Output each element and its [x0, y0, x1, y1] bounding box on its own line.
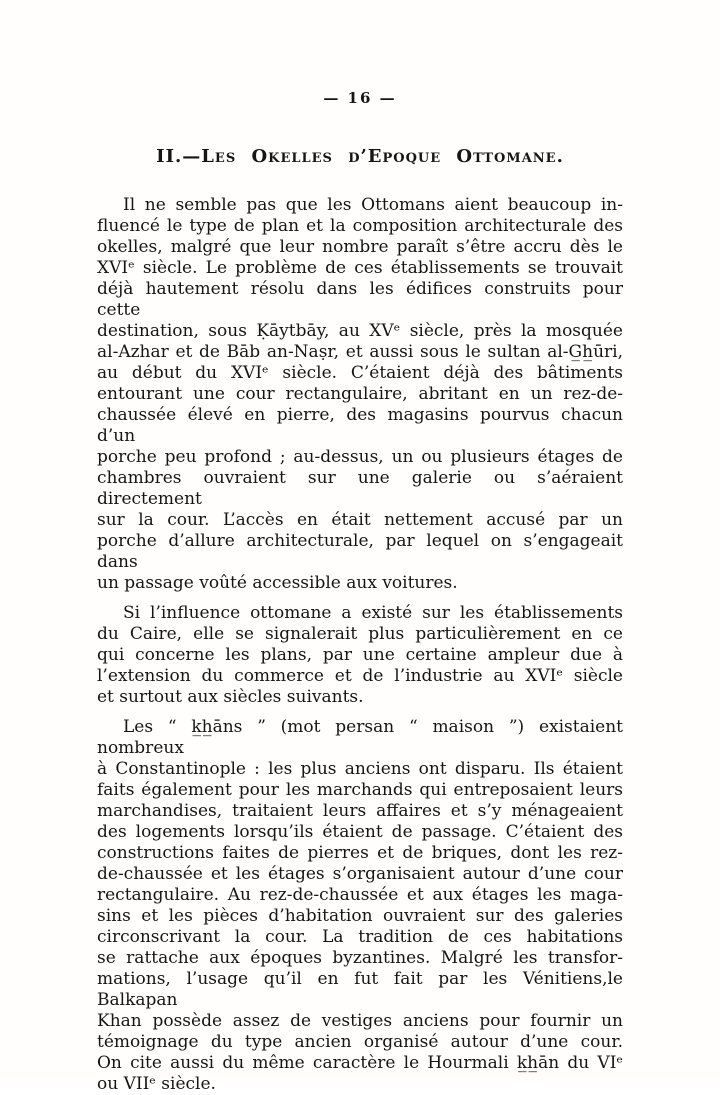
text-line: XVIᵉ siècle. Le problème de ces établissements se trouvait [97, 258, 623, 278]
text-line: chaussée élevé en pierre, des magasins pourvus chacun d’un [97, 405, 623, 446]
text-line: mations, l’usage qu’il en fut fait par les Vénitiens,le Balkapan [97, 969, 623, 1010]
text-line: témoignage du type ancien organisé autour d’une cour. [97, 1032, 623, 1052]
text-line: et surtout aux siècles suivants. [97, 687, 364, 707]
text-line: constructions faites de pierres et de briques, dont les rez- [97, 843, 623, 863]
section-title: II.—Les Okelles d’Epoque Ottomane. [156, 146, 564, 167]
text-line: faits également pour les marchands qui entreposaient leurs [97, 780, 623, 800]
text-line: al-Azhar et de Bāb an-Naṣr, et aussi sous le sultan al-G̲h̲ūri, [97, 342, 623, 362]
text-line: à Constantinople : les plus anciens ont disparu. Ils étaient [97, 759, 623, 779]
text-line: un passage voûté accessible aux voitures. [97, 573, 458, 593]
page-number: — 16 — [323, 89, 397, 107]
paragraph-2 [97, 603, 623, 708]
text-line: l’extension du commerce et de l’industrie au XVIᵉ siècle [97, 666, 623, 686]
text-line: au début du XVIᵉ siècle. C’étaient déjà des bâtiments [97, 363, 623, 383]
text-line: fluencé le type de plan et la composition architecturale des [97, 216, 623, 236]
text-line: Il ne semble pas que les Ottomans aient beaucoup in- [123, 195, 623, 215]
text-line: circonscrivant la cour. La tradition de ces habitations [97, 927, 623, 947]
text-line: se rattache aux époques byzantines. Malgré les transfor- [97, 948, 623, 968]
text-line: Les “ k̲h̲āns ” (mot persan “ maison ”) existaient nombreux [97, 717, 623, 758]
text-line: sur la cour. L’accès en était nettement accusé par un [97, 510, 623, 530]
text-line: marchandises, traitaient leurs affaires et s’y ménageaient [97, 801, 623, 821]
text-line: qui concerne les plans, par une certaine ampleur due à [97, 645, 623, 665]
text-line: du Caire, elle se signalerait plus particulièrement en ce [97, 624, 623, 644]
text-line: de-chaussée et les étages s’organisaient autour d’une cour [97, 864, 623, 884]
text-line: porche d’allure architecturale, par lequel on s’engageait dans [97, 531, 623, 572]
paragraph-1 [97, 195, 623, 594]
text-line: Khan possède assez de vestiges anciens pour fournir un [97, 1011, 623, 1031]
text-line: On cite aussi du même caractère le Hourmali k̲h̲ān du VIᵉ [97, 1053, 623, 1073]
text-line: déjà hautement résolu dans les édifices construits pour cette [97, 279, 623, 320]
text-line: porche peu profond ; au-dessus, un ou plusieurs étages de [97, 447, 623, 467]
text-line: sins et les pièces d’habitation ouvraient sur des galeries [97, 906, 623, 926]
text-line: entourant une cour rectangulaire, abritant en un rez-de- [97, 384, 623, 404]
text-line: ou VIIᵉ siècle. [97, 1074, 216, 1094]
text-line: destination, sous Ḳāytbāy, au XVᵉ siècle, près la mosquée [97, 321, 623, 341]
text-line: des logements lorsqu’ils étaient de passage. C’étaient des [97, 822, 623, 842]
text-line: okelles, malgré que leur nombre paraît s’être accru dès le [97, 237, 623, 257]
paragraph-3 [97, 717, 623, 1095]
text-line: Si l’influence ottomane a existé sur les établissements [123, 603, 623, 623]
text-line: rectangulaire. Au rez-de-chaussée et aux étages les maga- [97, 885, 623, 905]
text-line: chambres ouvraient sur une galerie ou s’aéraient directement [97, 468, 623, 509]
body-text [97, 195, 623, 1095]
